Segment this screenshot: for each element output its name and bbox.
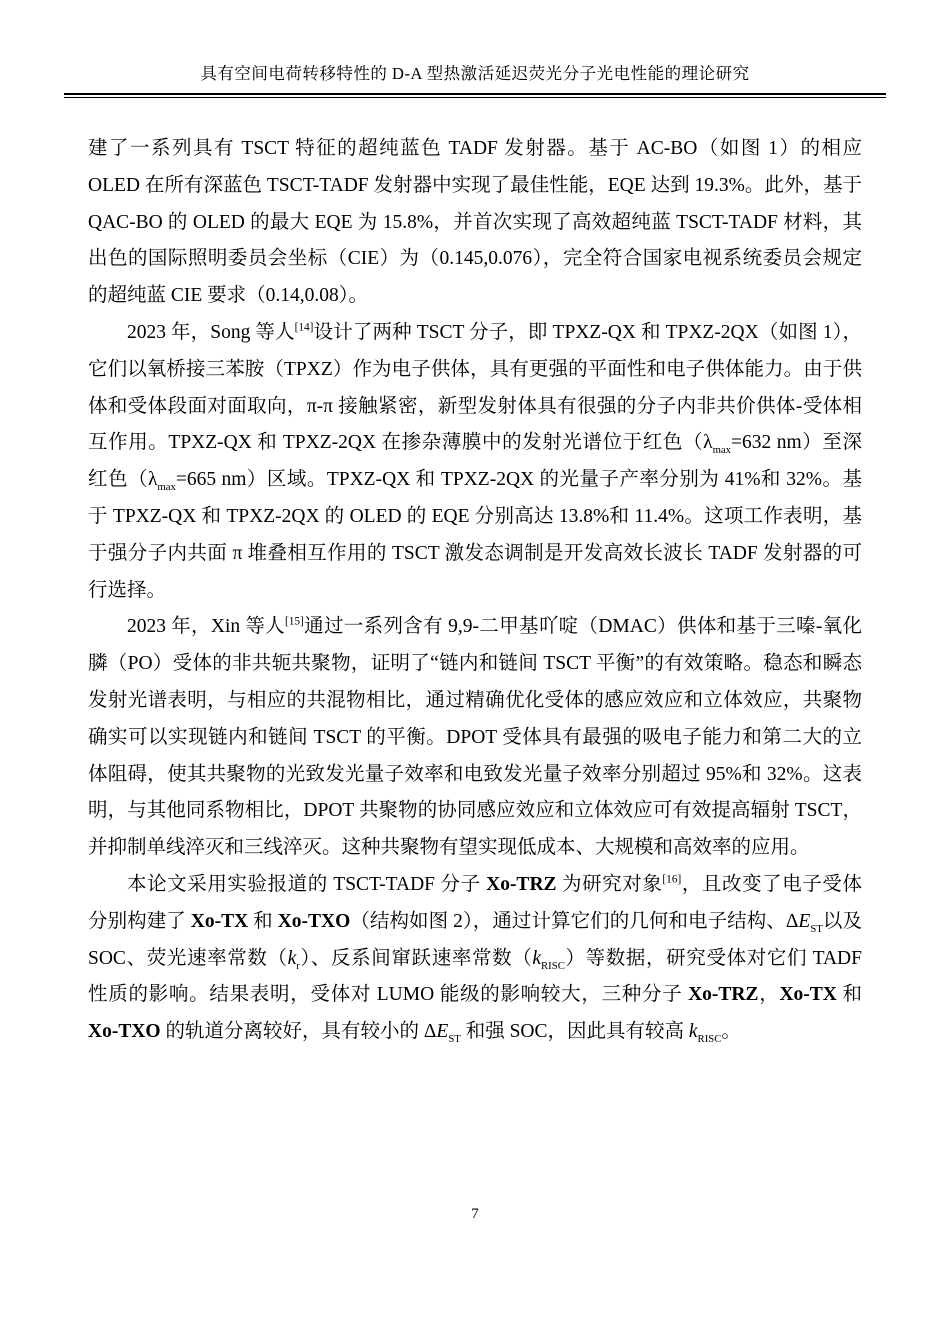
text-run: =632 nm）至深红色（λ [88,432,862,491]
text-run: 以及 SOC、荧光速率常数（ [88,910,862,969]
text-run: 通过一系列含有 9,9-二甲基吖啶（DMAC）供体和基于三嗪-氧化膦（PO）受体的非共轭共聚物，证明了“链内和链间 TSCT 平衡”的有效策略。稳态和瞬态发射光谱表明，与相应的共混物相比，通过精确优化受体的感应效应和立体效应，共聚物确实可以实现链内和链间 TSCT 的平衡。DPOT 受体具有最强的吸电子能力和第二大的立体阻碍，使其共聚物的光致发光量子效率和电致发光量子效率分别超过 95%和 32%。这表明，与其他同系物相比，DPOT 共聚物的协同感应效应和立体效应可有效提高辐射 TSCT，并抑制单线淬灭和三线淬灭。这种共聚物有望实现低成本、大规模和高效率的应用。 [88,616,862,859]
text-run: ）等数据，研究受体对它们 TADF 性质的影响。结果表明，受体对 LUMO 能级的影响较大，三种分子 [88,947,862,1006]
text-run: 和 [248,910,278,932]
text-run: 的轨道分离较好，具有较小的 Δ [160,1021,437,1043]
text-run: 为研究对象 [556,873,663,895]
page-header-title: 具有空间电荷转移特性的 D-A 型热激活延迟荧光分子光电性能的理论研究 [200,64,750,83]
text-run: [16] [662,873,682,886]
text-run: k [287,947,297,969]
paragraph [88,315,862,609]
text-run: Xo-TXO [88,1021,161,1043]
text-run: =665 nm）区域。TPXZ-QX 和 TPXZ-2QX 的光量子产率分别为 41%和 32%。基于 TPXZ-QX 和 TPXZ-2QX 的 OLED 的 EQE 分别高达 13.8%和 11.4%。这项工作表明，基于强分子内共面 π 堆叠相互作用的 TSCT 激发态调制是开发高效长波长 TADF 发射器的可行选择。 [88,469,862,601]
paragraph [88,609,862,867]
text-run: 。 [721,1021,741,1043]
text-run: r [296,959,300,972]
text-run: ）、反系间窜跃速率常数（ [299,947,533,969]
text-run: 和 [836,984,862,1006]
text-run: ST [448,1033,461,1046]
text-run: Xo-TX [190,910,249,932]
text-run: Xo-TX [779,984,837,1006]
text-run: max [157,481,176,494]
text-run: k [532,947,542,969]
text-run: ，且改变了电子受体分别构建了 [88,873,862,932]
text-run: 本论文采用实验报道的 TSCT-TADF 分子 [127,873,487,895]
text-run: E [436,1021,449,1043]
text-run: [14] [294,321,314,334]
paragraph [88,867,862,1051]
text-run: 设计了两种 TSCT 分子，即 TPXZ-QX 和 TPXZ-2QX（如图 1），它们以氧桥接三苯胺（TPXZ）作为电子供体，具有更强的平面性和电子供体能力。由于供体和受体段面对面取向，π-π 接触紧密，新型发射体具有很强的分子内非共价供体-受体相互作用。TPXZ-QX 和 TPXZ-2QX 在掺杂薄膜中的发射光谱位于红色（λ [88,321,862,454]
text-run: （结构如图 2），通过计算它们的几何和电子结构、Δ [350,910,799,932]
text-run: RISC [697,1033,722,1046]
header-rule-divider [64,93,886,98]
text-run: [15] [284,615,304,628]
page-number: 7 [471,1206,479,1222]
text-run: E [798,910,811,932]
text-run: ST [810,922,823,935]
text-run: 和强 SOC，因此具有较高 [460,1021,689,1043]
text-run: Xo-TXO [277,910,351,932]
text-run: ， [758,984,780,1006]
text-run: 2023 年，Xin 等人 [127,616,285,638]
text-run: k [688,1021,698,1043]
text-run: Xo-TRZ [486,873,557,895]
text-run: Xo-TRZ [688,984,759,1006]
text-run: RISC [541,959,565,972]
body-text [88,131,862,1051]
paragraph [88,131,862,315]
text-run: 建了一系列具有 TSCT 特征的超纯蓝色 TADF 发射器。基于 AC-BO（如图 1）的相应 OLED 在所有深蓝色 TSCT-TADF 发射器中实现了最佳性能，EQE 达到 19.3%。此外，基于 QAC-BO 的 OLED 的最大 EQE 为 15.8%，并首次实现了高效超纯蓝 TSCT-TADF 材料，其出色的国际照明委员会坐标（CIE）为（0.145,0.076），完全符合国家电视系统委员会规定的超纯蓝 CIE 要求（0.14,0.08）。 [88,138,862,307]
text-run: 2023 年，Song 等人 [127,321,295,343]
text-run: max [712,444,732,457]
